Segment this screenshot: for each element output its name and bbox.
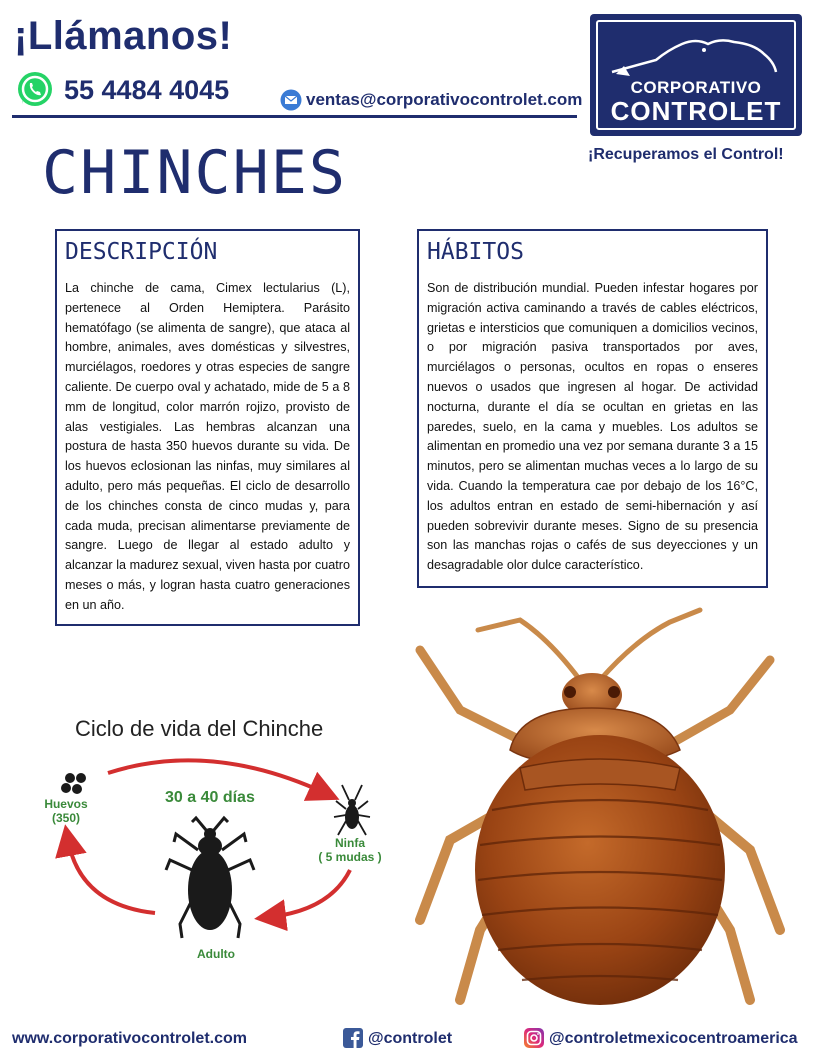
nymph-label: Ninfa (335, 836, 365, 850)
adult-label: Adulto (197, 947, 235, 961)
life-cycle-title: Ciclo de vida del Chinche (75, 716, 324, 741)
description-heading: DESCRIPCIÓN (65, 239, 218, 265)
instagram-icon[interactable] (524, 1028, 544, 1048)
habits-heading: HÁBITOS (427, 239, 524, 265)
logo-line1: CORPORATIVO (630, 78, 762, 97)
bed-bug-illustration (400, 600, 800, 1010)
slogan: ¡Recuperamos el Control! (588, 146, 784, 163)
adult-bug-icon (166, 818, 254, 938)
habits-text: Son de distribución mundial. Pueden infestar hogares por migración activa caminando a través de cables eléctricos, grietas e intersticios que comuniquen a domicilios vecinos, o por migración pasiva transportados por aves, murciélagos o personas, ocultos en ropas o enseres nuevos o usados que ingresen al hogar. De actividad nocturna, durante el día se ocultan en grietas en las paredes, suelo, en la cama y muebles. Los adultos se alimentan en promedio una vez por semana durante 3 a 15 minutos, pero se alimentan muchas veces a lo largo de su vida. Cuando la temperatura cae por debajo de los 16°C, los adultos entran en estado de semi-hibernación y así pueden sobrevivir durante meses. Signo de su presencia son las manchas rojas o cafés de sus deyecciones y un desagradable olor dulce característico. (427, 281, 758, 573)
arrow-adult-to-eggs (68, 840, 155, 913)
facebook-handle[interactable]: @controlet (368, 1030, 453, 1047)
habits-box (417, 229, 768, 588)
whatsapp-icon[interactable] (16, 70, 54, 108)
nymph-label-group (305, 836, 395, 864)
arrow-nymph-to-adult (270, 870, 350, 917)
footer-website[interactable]: www.corporativocontrolet.com (12, 1030, 247, 1047)
logo-rat-icon (604, 26, 788, 78)
description-box (55, 229, 360, 626)
email-link[interactable]: ventas@corporativocontrolet.com (306, 90, 583, 109)
company-logo (590, 14, 802, 136)
nymph-molts: ( 5 mudas ) (318, 850, 382, 864)
header-divider (12, 115, 577, 118)
logo-line2: CONTROLET (610, 96, 782, 126)
facebook-icon[interactable] (343, 1028, 363, 1048)
instagram-handle[interactable]: @controletmexicocentroamerica (549, 1030, 798, 1047)
eggs-count: (350) (51, 811, 80, 825)
nymph-icon (334, 785, 370, 835)
call-title: ¡Llámanos! (14, 14, 233, 58)
description-text: La chinche de cama, Cimex lectularius (L), pertenece al Orden Hemiptera. Parásito hematófago (se alimenta de sangre), que ataca al hombre, animales, aves domésticas y silvestres, murciélagos, roedores y otras especies de sangre caliente. De cuerpo oval y achatado, mide de 5 a 8 mm de longitud, color marrón rojizo, provisto de alas vestigiales. Las hembras alcanzan una postura de hasta 350 huevos durante su vida. De los huevos eclosionan las ninfas, muy similares al adulto, pero más pequeñas. El ciclo de desarrollo de los chinches consta de cinco mudas y, para cada muda, precisan alimentarse previamente de sangre. Luego de llegar al estado adulto y alcanzar la madurez sexual, viven hasta por cuatro meses o más, y logran hasta cuatro generaciones en un año. (65, 281, 350, 612)
mail-icon (280, 89, 302, 111)
eggs-icon (61, 773, 86, 794)
page-title: CHINCHES (42, 138, 347, 208)
eggs-label-group (36, 797, 96, 825)
cycle-duration: 30 a 40 días (165, 789, 255, 806)
eggs-label: Huevos (44, 797, 88, 811)
phone-number[interactable]: 55 4484 4045 (64, 75, 230, 105)
